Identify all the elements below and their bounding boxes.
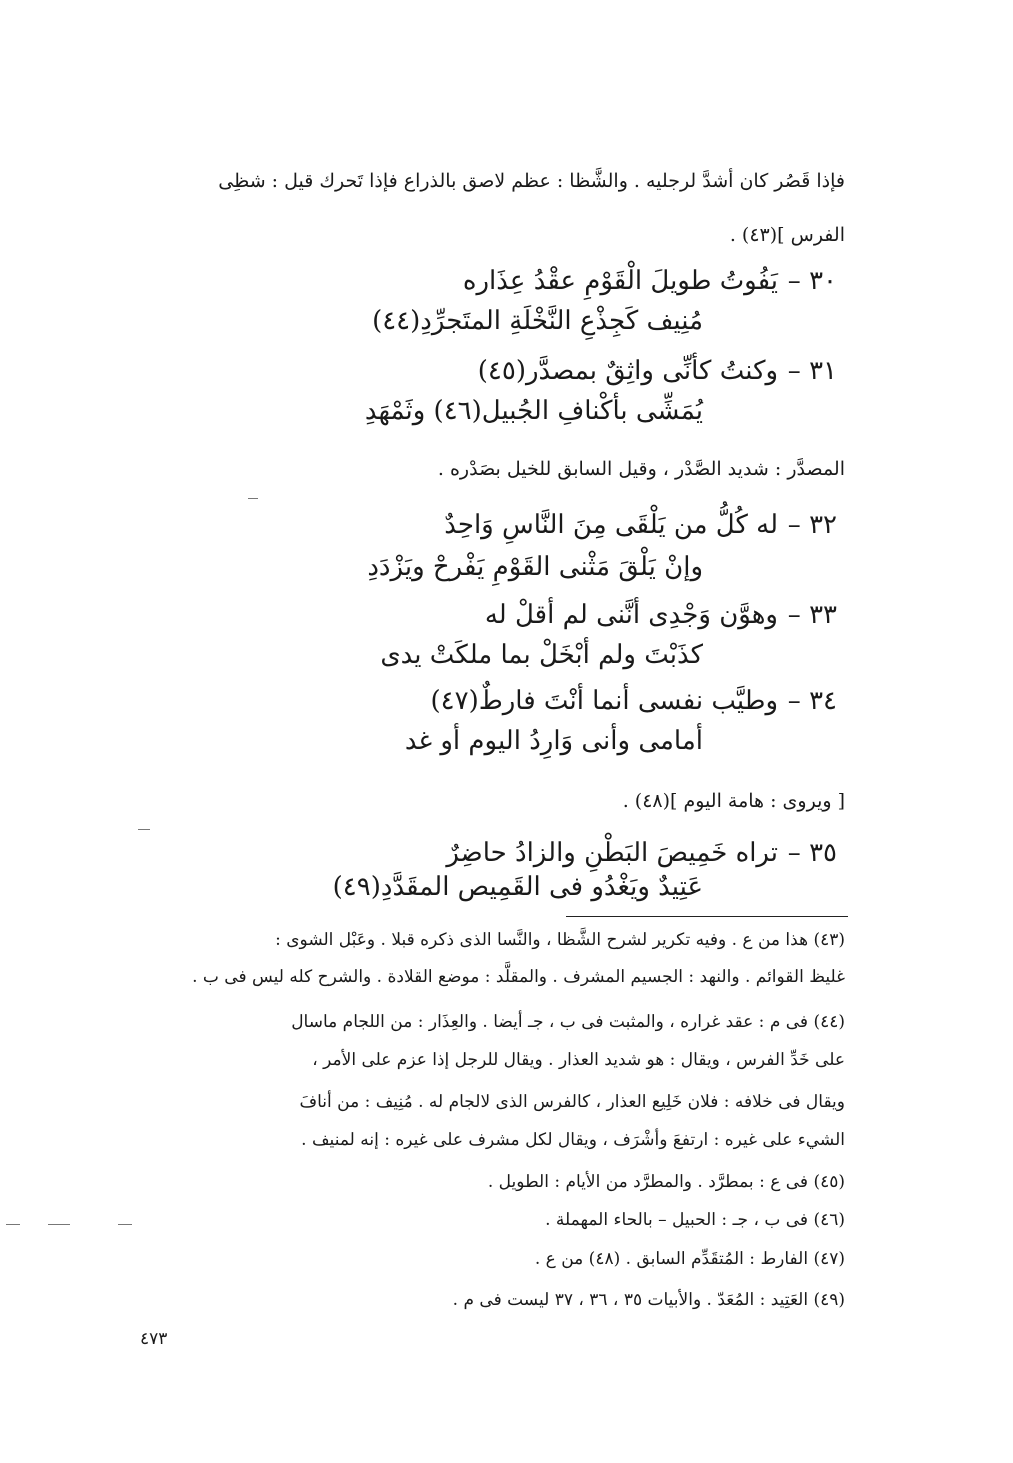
footnote-line: غليظ القوائم . والنهد : الجسيم المشرف . والمقلَّد : موضع القلادة . والشرح كله ليس فى ب .	[192, 967, 845, 987]
verse-second-hemistich: وإنْ يَلْقَ مَثْنى القَوْمِ يَفْرحْ ويَزْدَدِ	[367, 552, 703, 582]
footnote-line: (٤٦) فى ب ، جـ : الحبيل – بالحاء المهملة .	[545, 1210, 845, 1230]
print-mark	[138, 829, 150, 830]
print-mark	[6, 1224, 20, 1225]
verse-second-hemistich: عَتِيدٌ ويَغْدُو فى القَمِيص المقَدَّدِ(٤٩)	[332, 872, 703, 902]
footnote-line: ويقال فى خلافه : فلان خَلِيع العذار ، كالفرس الذى لالجام له . مُنِيف : من أنافَ	[299, 1092, 845, 1112]
verse-number: ٣٢ –	[787, 510, 837, 540]
footnote-line: (٤٩) العَتِيد : المُعَدّ . والأبيات ٣٥ ، ٣٦ ، ٣٧ ليست فى م .	[452, 1290, 845, 1310]
verse-number: ٣٥ –	[787, 838, 837, 868]
verse-number: ٣٠ –	[787, 266, 837, 296]
verse-first-hemistich: وكنتُ كأنِّى واثِقٌ بمصدَّر(٤٥)	[477, 356, 778, 386]
gloss-line: المصدَّر : شديد الصَّدْر ، وقيل السابق للخيل بصَدْره .	[437, 458, 845, 480]
verse-number: ٣١ –	[787, 356, 837, 386]
footnote-line: على خَدِّ الفرس ، ويقال : هو شديد العذار . ويقال للرجل إذا عزم على الأمر ،	[312, 1050, 845, 1070]
verse-second-hemistich: مُنِيف كَجِذْعِ النَّخْلَةِ المتَجرِّدِ(٤٤)	[372, 306, 703, 336]
verse-first-hemistich: يَفُوتُ طويلَ الْقَوْمِ عقْدُ عِذَاره	[462, 266, 778, 296]
print-mark	[48, 1224, 70, 1225]
verse-number: ٣٤ –	[787, 686, 837, 716]
variant-reading-note: [ ويروى : هامة اليوم ](٤٨) .	[622, 790, 845, 812]
verse-first-hemistich: وهوَّن وَجْدِى أنَّنى لم أقلْ له	[484, 600, 778, 630]
page-number: ٤٧٣	[140, 1329, 168, 1349]
verse-number: ٣٣ –	[787, 600, 837, 630]
verse-second-hemistich: أمامى وأنى وَارِدُ اليوم أو غد	[404, 726, 703, 756]
print-mark	[248, 498, 258, 499]
footnote-line: (٤٣) هذا من ع . وفيه تكرير لشرح الشَّظا ، والنَّسا الذى ذكره قبلا . وعَبْل الشوى :	[275, 930, 845, 950]
footnote-line: الشيء على غيره : ارتفعَ وأشْرَف ، ويقال لكل مشرف على غيره : إنه لمنيف .	[301, 1130, 845, 1150]
verse-first-hemistich: وطيَّب نفسى أنما أنْتَ فارطٌ(٤٧)	[430, 686, 778, 716]
verse-first-hemistich: له كُلُّ من يَلْقَى مِنَ النَّاسِ وَاحِدٌ	[444, 510, 778, 540]
footnote-separator	[566, 916, 848, 917]
verse-second-hemistich: كذَبْتَ ولم أبْخَلْ بما ملكَتْ يدى	[380, 640, 703, 670]
footnote-line: (٤٤) فى م : عقد غراره ، والمثبت فى ب ، جـ أيضا . والعِذَار : من اللجام ماسال	[291, 1012, 845, 1032]
intro-text-line-1: فإذا قَصُر كان أشدَّ لرجليه . والشَّظا : عظم لاصق بالذراع فإذا تَحرك قيل : شظِى	[218, 170, 845, 192]
verse-first-hemistich: تراه خَمِيصَ البَطْنِ والزادُ حاضِرٌ	[446, 838, 778, 868]
footnote-line: (٤٧) الفارط : المُتقَدِّم السابق . (٤٨) من ع .	[534, 1249, 845, 1269]
intro-text-line-2: الفرس ](٤٣) .	[729, 224, 845, 246]
print-mark	[118, 1224, 132, 1225]
verse-second-hemistich: يُمَشِّى بأكْنافِ الجُبيل(٤٦) وثَمْهَدِ	[364, 396, 703, 426]
footnote-line: (٤٥) فى ع : بمطرَّد . والمطرَّد من الأيام : الطويل .	[487, 1172, 845, 1192]
